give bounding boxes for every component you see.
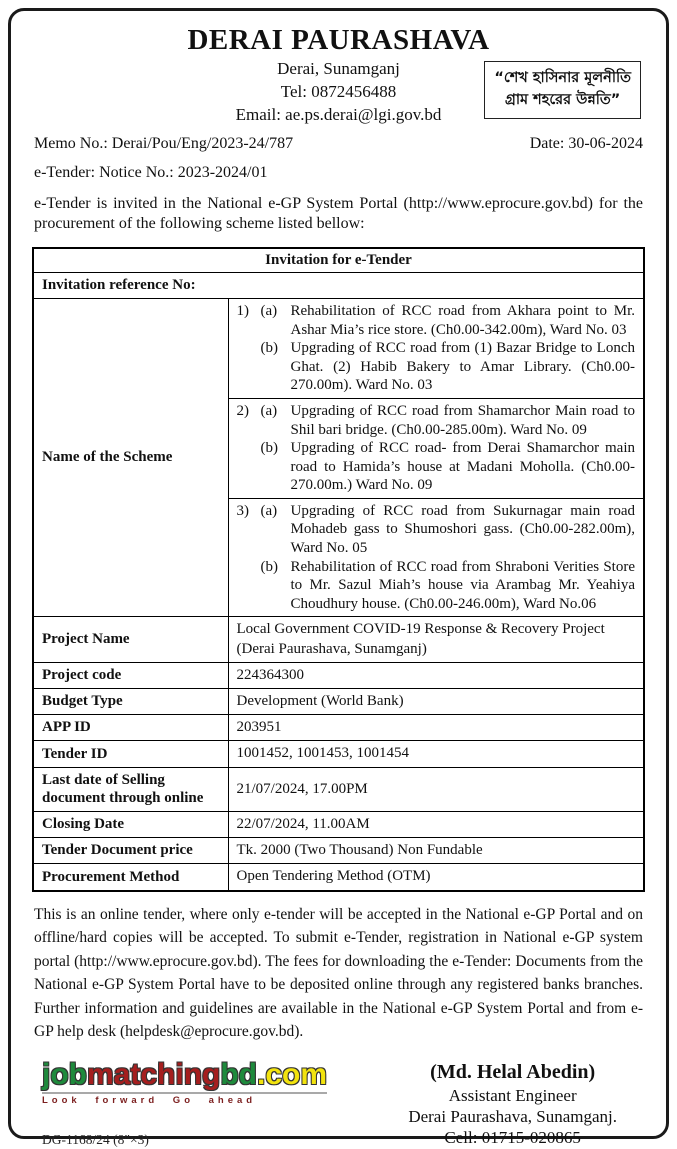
logo-part-com: .com — [257, 1057, 328, 1091]
scheme-item-text: Rehabilitation of RCC road from Shraboni Verities Store to Mr. Sazul Miah’s house via Arambag Mr. Yeahiya Choudhury house. (Ch0.00-246.00m), Ward No.06 — [290, 558, 635, 612]
logo-tagline: Look forward Go ahead — [42, 1092, 327, 1106]
row-label: Project Name — [33, 617, 228, 662]
org-tel: Tel: 0872456488 — [280, 81, 397, 101]
info-row-closing-date — [33, 812, 644, 838]
signatory-cell: Cell: 01715-020865 — [444, 1128, 581, 1148]
scheme-item-text: Upgrading of RCC road from Sukurnagar main road Mohadeb gass to Shumoshori gass. (Ch0.00-282.00m), Ward No. 05 — [290, 502, 635, 557]
motto-line-1: “শেখ হাসিনার মূলনীতি — [494, 70, 631, 86]
scheme-item-text: Rehabilitation of RCC road from Akhara point to Mr. Ashar Mia’s rice store. (Ch0.00-342.00m), Ward No. 03 — [290, 302, 635, 338]
scheme-item-label: (b) — [260, 340, 278, 357]
info-row-project-code — [33, 662, 644, 688]
scheme-item-label: (b) — [260, 558, 278, 575]
table-title: Invitation for e-Tender — [33, 248, 644, 273]
signature-block — [408, 1060, 645, 1149]
scheme-group-2 — [228, 398, 644, 498]
row-value: Local Government COVID-19 Response & Recovery Project (Derai Paurashava, Sunamganj) — [228, 617, 644, 662]
document-page-border — [8, 8, 669, 1148]
row-value: 1001452, 1001453, 1001454 — [228, 741, 644, 767]
motto-line-2: গ্রাম শহরের উন্নতি” — [504, 91, 621, 108]
org-address: Derai, Sunamganj — [277, 58, 400, 78]
scheme-number: 2) — [236, 402, 249, 419]
row-value: Tk. 2000 (Two Thousand) Non Fundable — [228, 838, 644, 864]
notice-number: e-Tender: Notice No.: 2023-2024/01 — [34, 163, 268, 181]
letterhead — [32, 23, 645, 127]
scheme-label: Name of the Scheme — [33, 298, 228, 617]
info-row-document-price — [33, 838, 644, 864]
row-value: 21/07/2024, 17.00PM — [228, 767, 644, 812]
print-code: DG-1168/24 (8″×3) — [42, 1131, 149, 1147]
logo-part-job: job — [42, 1057, 87, 1091]
row-label: Project code — [33, 662, 228, 688]
row-label: Closing Date — [33, 812, 228, 838]
row-label: Tender ID — [33, 741, 228, 767]
memo-row — [34, 135, 643, 153]
row-value: Open Tendering Method (OTM) — [228, 864, 644, 891]
scheme-item-text: Upgrading of RCC road from Shamarchor Main road to Shil bari bridge. (Ch0.00-285.00m). Ward No. 09 — [290, 402, 635, 438]
scheme-item-label: (a) — [260, 302, 278, 319]
tender-table — [32, 247, 645, 891]
scheme-item-text: Upgrading of RCC road- from Derai Shamarchor main road to Hamida’s house at Madani Moholla. (Ch0.00-270.00m.) Ward No. 09 — [290, 440, 635, 494]
row-label: Budget Type — [33, 689, 228, 715]
signatory-org: Derai Paurashava, Sunamganj. — [408, 1107, 617, 1127]
org-email: Email: ae.ps.derai@lgi.gov.bd — [235, 104, 442, 124]
document-date: Date: 30-06-2024 — [529, 134, 643, 152]
row-label: APP ID — [33, 715, 228, 741]
row-label: Tender Document price — [33, 838, 228, 864]
scheme-number: 3) — [236, 502, 249, 519]
scheme-item-label: (b) — [260, 440, 278, 457]
info-row-tender-id — [33, 741, 644, 767]
jobmatchingbd-logo — [42, 1057, 328, 1091]
row-value: Development (World Bank) — [228, 689, 644, 715]
scheme-group-1 — [228, 298, 644, 398]
row-label: Last date of Selling document through online — [33, 767, 228, 812]
info-row-budget-type — [33, 689, 644, 715]
scheme-item-label: (a) — [260, 402, 278, 419]
info-row-app-id — [33, 715, 644, 741]
row-value: 22/07/2024, 11.00AM — [228, 812, 644, 838]
online-tender-note: This is an online tender, where only e-tender will be accepted in the National e-GP Portal and on offline/hard copies will be accepted. To submit e-Tender, registration in National e-GP system portal (http://www.eprocure.gov.bd). The fees for downloading the e-Tender: Documents from the National e-GP System Portal have to be deposited online through any registered banks branches. Further information and guidelines are available in the National e-GP System Portal and from e-GP help desk (helpdesk@eprocure.gov.bd). — [34, 905, 643, 1041]
logo-part-matching: matching — [87, 1057, 221, 1091]
motto-box — [484, 61, 641, 119]
publisher-block — [32, 1057, 328, 1149]
footer — [32, 1057, 645, 1149]
row-value: 203951 — [228, 715, 644, 741]
logo-part-bd: bd — [220, 1057, 258, 1091]
org-name: DERAI PAURASHAVA — [187, 24, 490, 56]
info-row-project-name — [33, 617, 644, 662]
signatory-name: (Md. Helal Abedin) — [430, 1060, 596, 1083]
intro-paragraph: e-Tender is invited in the National e-GP System Portal (http://www.eprocure.gov.bd) for the procurement of the following scheme listed bellow: — [34, 194, 643, 233]
invitation-ref-label: Invitation reference No: — [33, 273, 644, 299]
scheme-item-label: (a) — [260, 502, 278, 519]
scheme-number: 1) — [236, 302, 249, 319]
scheme-group-3 — [228, 498, 644, 617]
row-value: 224364300 — [228, 662, 644, 688]
scheme-item-text: Upgrading of RCC road from (1) Bazar Bridge to Lonch Ghat. (2) Habib Bakery to Amar Library. (Ch0.00-270.00m). Ward No. 03 — [290, 340, 635, 394]
signatory-title: Assistant Engineer — [448, 1085, 577, 1105]
info-row-procurement-method — [33, 864, 644, 891]
memo-number: Memo No.: Derai/Pou/Eng/2023-24/787 — [34, 134, 294, 152]
row-label: Procurement Method — [33, 864, 228, 891]
info-row-last-date-selling — [33, 767, 644, 812]
